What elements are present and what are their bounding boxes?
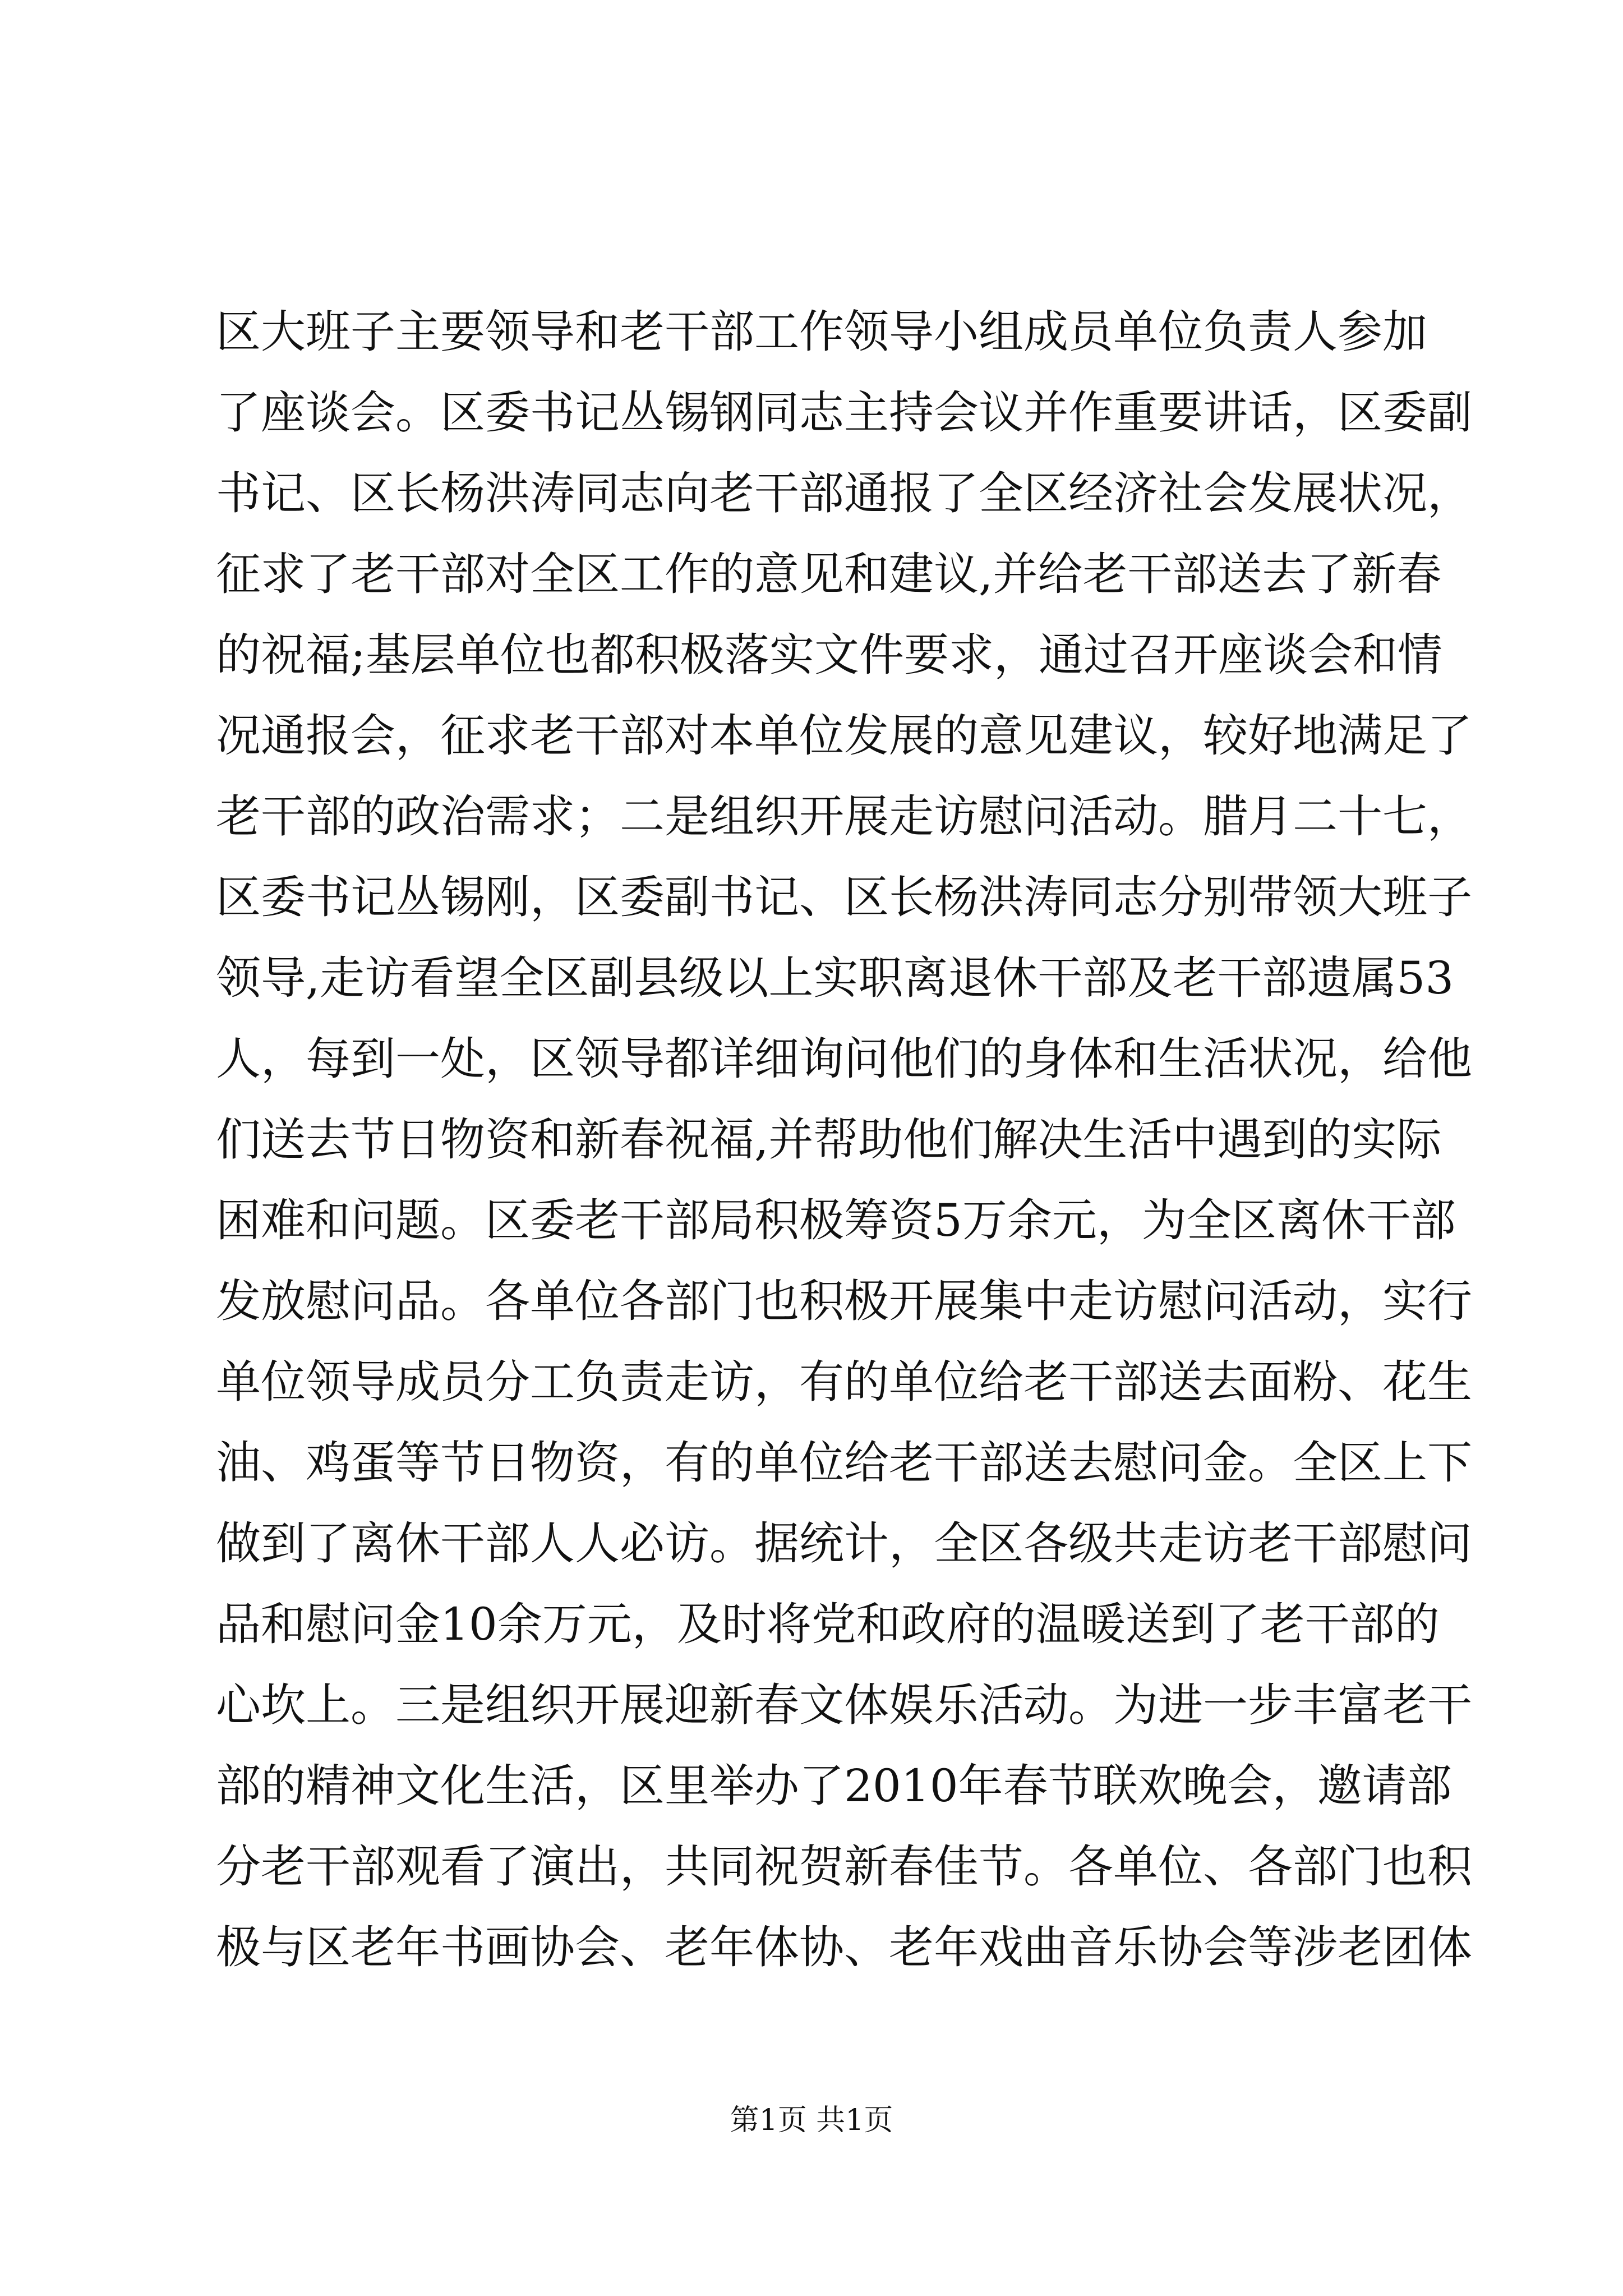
text-line: 征求了老干部对全区工作的意见和建议,并给老干部送去了新春 bbox=[216, 548, 1442, 600]
text-line: 分老干部观看了演出，共同祝贺新春佳节。各单位、各部门也积 bbox=[216, 1841, 1472, 1893]
text-line: 的祝福;基层单位也都积极落实文件要求，通过召开座谈会和情 bbox=[216, 629, 1442, 681]
text-line: 油、鸡蛋等节日物资，有的单位给老干部送去慰问金。全区上下 bbox=[216, 1437, 1472, 1489]
body-paragraph bbox=[216, 292, 1472, 1988]
text-line: 困难和问题。区委老干部局积极筹资5万余元，为全区离休干部 bbox=[216, 1194, 1456, 1246]
text-line: 部的精神文化生活，区里举办了2010年春节联欢晚会，邀请部 bbox=[216, 1760, 1452, 1812]
text-line: 老干部的政治需求；二是组织开展走访慰问活动。腊月二十七， bbox=[216, 790, 1472, 843]
text-line: 区委书记丛锡刚，区委副书记、区长杨洪涛同志分别带领大班子 bbox=[216, 871, 1472, 923]
text-line: 做到了离休干部人人必访。据统计，全区各级共走访老干部慰问 bbox=[216, 1517, 1472, 1570]
text-line: 领导,走访看望全区副县级以上实职离退休干部及老干部遗属53 bbox=[216, 952, 1454, 1004]
text-line: 人，每到一处，区领导都详细询问他们的身体和生活状况，给他 bbox=[216, 1033, 1472, 1085]
text-line: 们送去节日物资和新春祝福,并帮助他们解决生活中遇到的实际 bbox=[216, 1114, 1442, 1166]
page-footer bbox=[0, 2101, 1623, 2140]
text-line: 品和慰问金10余万元，及时将党和政府的温暖送到了老干部的 bbox=[216, 1598, 1440, 1650]
text-line: 了座谈会。区委书记丛锡钢同志主持会议并作重要讲话，区委副 bbox=[216, 386, 1472, 439]
text-line: 心坎上。三是组织开展迎新春文体娱乐活动。为进一步丰富老干 bbox=[216, 1679, 1472, 1731]
text-line: 况通报会，征求老干部对本单位发展的意见建议，较好地满足了 bbox=[216, 710, 1472, 762]
text-line: 区大班子主要领导和老干部工作领导小组成员单位负责人参加 bbox=[216, 306, 1427, 358]
page-number-label: 第1页 共1页 bbox=[730, 2104, 893, 2137]
text-line: 单位领导成员分工负责走访，有的单位给老干部送去面粉、花生 bbox=[216, 1356, 1472, 1408]
text-line: 极与区老年书画协会、老年体协、老年戏曲音乐协会等涉老团体 bbox=[216, 1921, 1472, 1973]
text-line: 发放慰问品。各单位各部门也积极开展集中走访慰问活动，实行 bbox=[216, 1275, 1472, 1327]
text-line: 书记、区长杨洪涛同志向老干部通报了全区经济社会发展状况， bbox=[216, 467, 1472, 519]
